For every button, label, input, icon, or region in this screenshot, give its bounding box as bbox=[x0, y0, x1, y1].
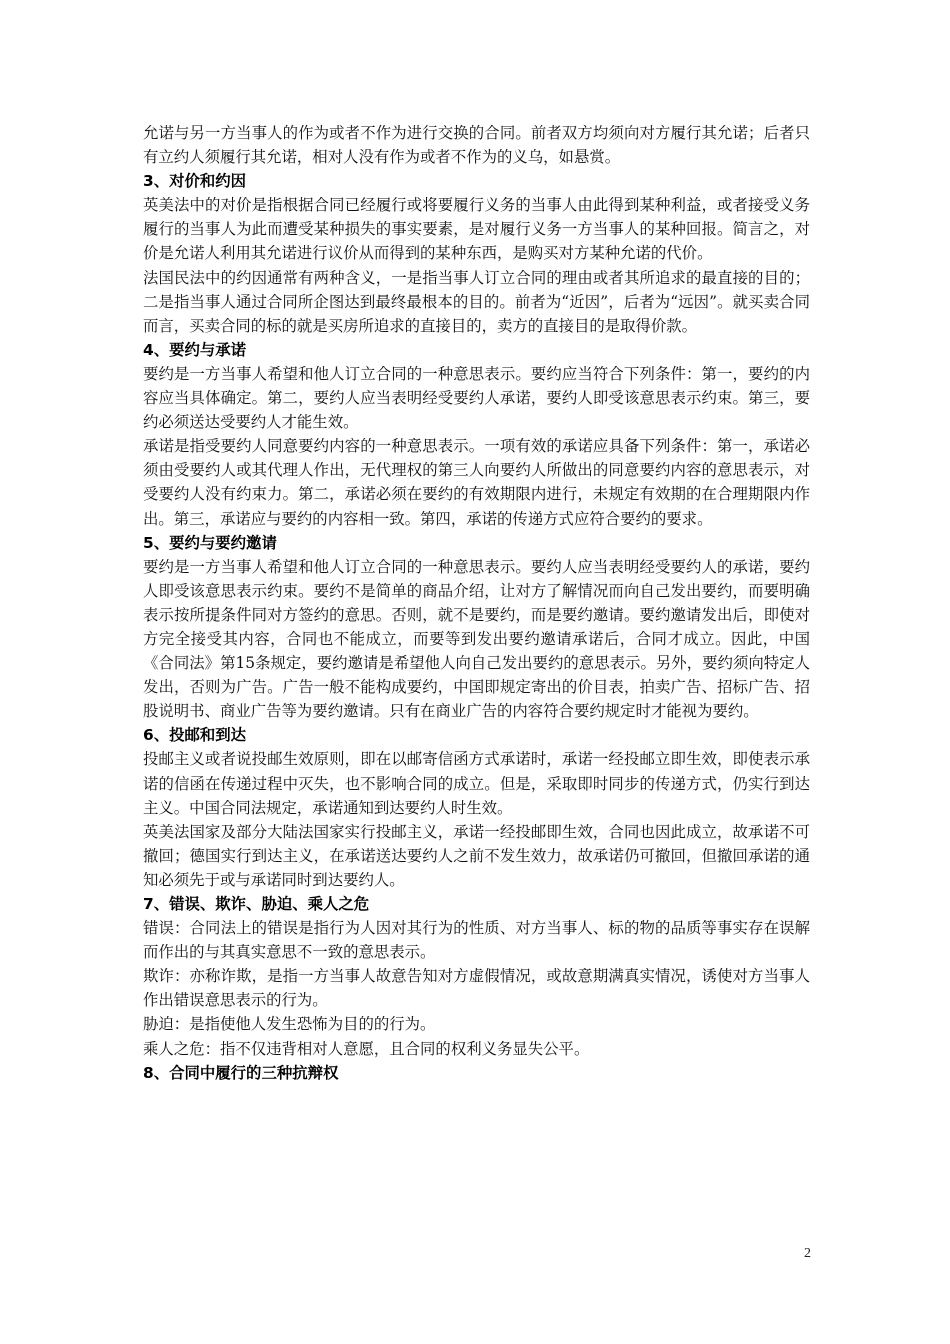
section-heading: 6、投邮和到达 bbox=[143, 726, 247, 745]
paragraph: 法国民法中的约因通常有两种含义，一是指当事人订立合同的理由或者其所追求的最直接的目的；二是指当事人通过合同所企图达到最终最根本的目的。前者为“近因”，后者为“远因”。就买卖合同而言，买卖合同的标的就是买房所追求的直接目的，卖方的直接目的是取得价款。 bbox=[143, 268, 810, 335]
page-number: 2 bbox=[804, 1246, 811, 1261]
paragraph: 英美法国家及部分大陆法国家实行投邮主义，承诺一经投邮即生效，合同也因此成立，故承诺不可撤回；德国实行到达主义，在承诺送达要约人之前不发生效力，故承诺仍可撤回，但撤回承诺的通知必须先于或与承诺同时到达要约人。 bbox=[143, 822, 810, 889]
section-heading: 7、错误、欺诈、胁迫、乘人之危 bbox=[143, 895, 370, 913]
paragraph: 错误：合同法上的错误是指行为人因对其行为的性质、对方当事人、标的物的品质等事实存在误解而作出的与其真实意思不一致的意思表示。 bbox=[143, 919, 810, 962]
paragraph: 要约是一方当事人希望和他人订立合同的一种意思表示。要约人应当表明经受要约人的承诺，要约人即受该意思表示约束。要约不是简单的商品介绍，让对方了解情况而向自己发出要约，而要明确表示按所提条件同对方签约的意思。否则，就不是要约，而是要约邀请。要约邀请发出后，即使对方完全接受其内容，合同也不能成立，而要等到发出要约邀请承诺后，合同才成立。因此，中国《合同法》第15条规定，要约邀请是希望他人向自己发出要约的意思表示。另外，要约须向特定人发出，否则为广告。广告一般不能构成要约，中国即规定寄出的价目表，拍卖广告、招标广告、招股说明书、商业广告等为要约邀请。只有在商业广告的内容符合要约规定时才能视为要约。 bbox=[143, 557, 810, 721]
paragraph: 投邮主义或者说投邮生效原则，即在以邮寄信函方式承诺时，承诺一经投邮立即生效，即使表示承诺的信函在传递过程中灭失，也不影响合同的成立。但是，采取即时同步的传递方式，仍实行到达主义。中国合同法规定，承诺通知到达要约人时生效。 bbox=[143, 750, 810, 817]
paragraph: 承诺是指受要约人同意要约内容的一种意思表示。一项有效的承诺应具备下列条件：第一，承诺必须由受要约人或其代理人作出，无代理权的第三人向要约人所做出的同意要约内容的意思表示，对受要约人没有约束力。第二，承诺必须在要约的有效期限内进行，未规定有效期的在合理期限内作出。第三，承诺应与要约的内容相一致。第四，承诺的传递方式应符合要约的要求。 bbox=[143, 437, 810, 528]
paragraph: 乘人之危：指不仅违背相对人意愿，且合同的权利义务显失公平。 bbox=[143, 1039, 590, 1058]
paragraph: 允诺与另一方当事人的作为或者不作为进行交换的合同。前者双方均须向对方履行其允诺；后者只有立约人须履行其允诺，相对人没有作为或者不作为的义乌，如悬赏。 bbox=[143, 124, 810, 167]
section-heading: 4、要约与承诺 bbox=[143, 340, 247, 359]
page-body bbox=[143, 121, 810, 1085]
paragraph: 胁迫：是指使他人发生恐怖为目的的行为。 bbox=[143, 1015, 436, 1034]
paragraph: 要约是一方当事人希望和他人订立合同的一种意思表示。要约应当符合下列条件：第一，要约的内容应当具体确定。第二，要约人应当表明经受要约人承诺，要约人即受该意思表示约束。第三，要约必须送达受要约人才能生效。 bbox=[143, 364, 810, 432]
section-heading: 5、要约与要约邀请 bbox=[143, 533, 277, 552]
section-heading: 8、合同中履行的三种抗辩权 bbox=[143, 1063, 339, 1082]
section-heading: 3、对价和约因 bbox=[143, 172, 247, 191]
paragraph: 英美法中的对价是指根据合同已经履行或将要履行义务的当事人由此得到某种利益，或者接受义务履行的当事人为此而遭受某种损失的事实要素，是对履行义务一方当事人的某种回报。简言之，对价是允诺人利用其允诺进行议价从而得到的某种东西，是购买对方某种允诺的代价。 bbox=[143, 196, 810, 263]
paragraph: 欺诈：亦称诈欺，是指一方当事人故意告知对方虚假情况，或故意期满真实情况，诱使对方当事人作出错误意思表示的行为。 bbox=[143, 967, 810, 1010]
